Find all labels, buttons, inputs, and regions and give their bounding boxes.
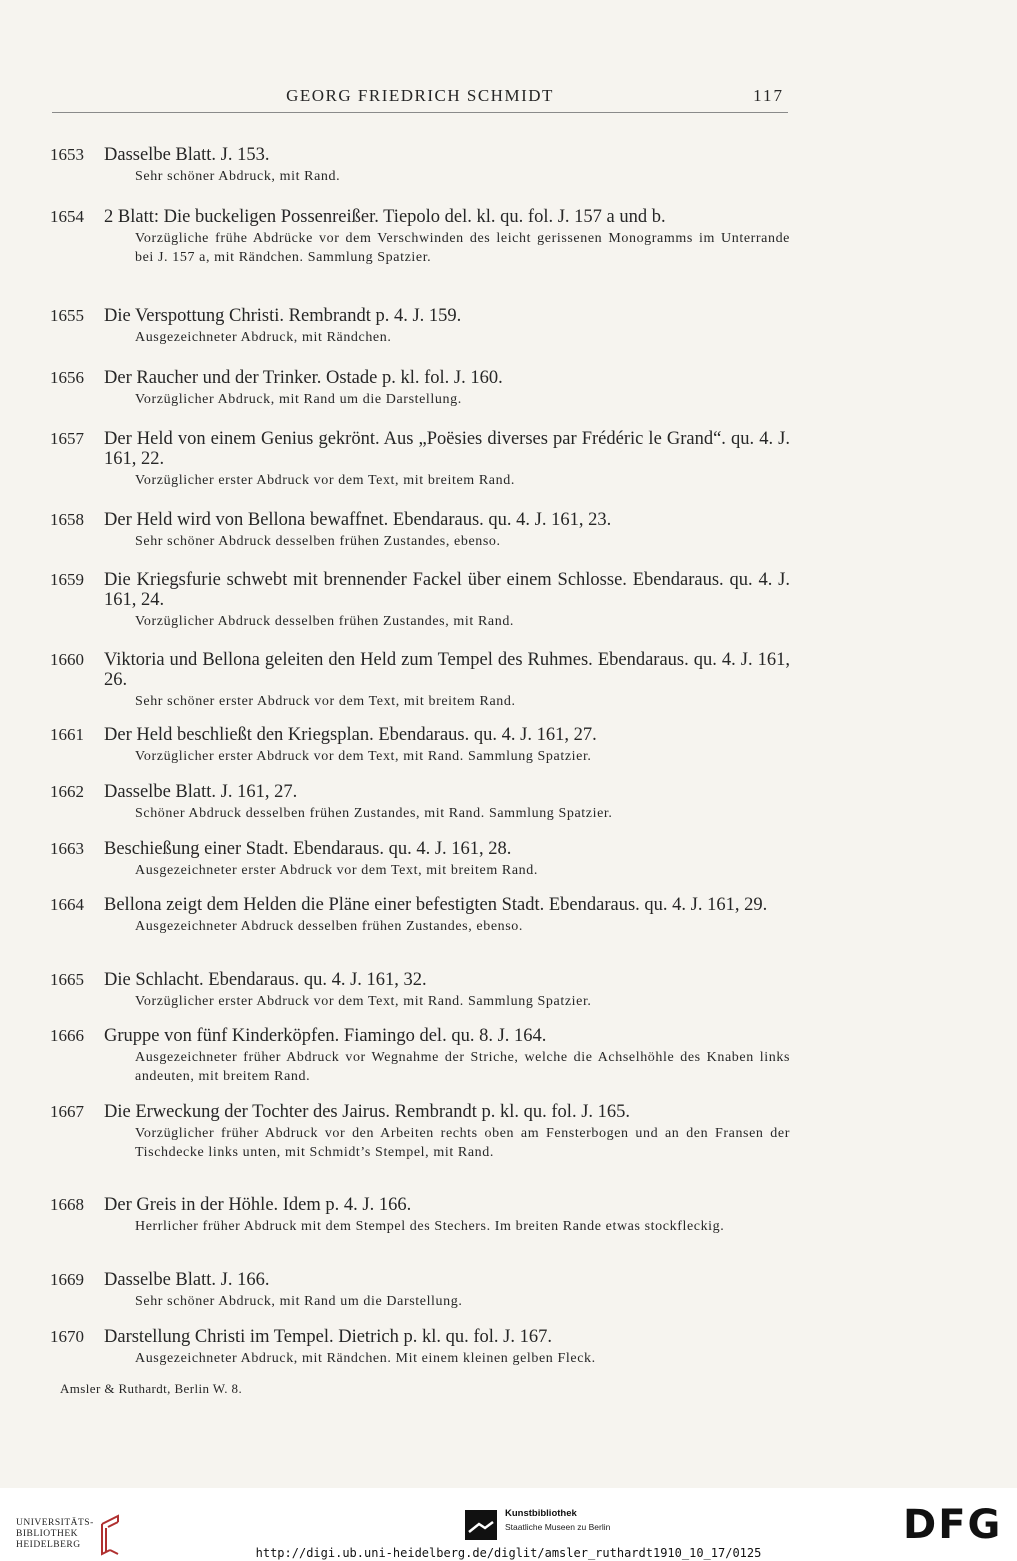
entry-title: Die Verspottung Christi. Rembrandt p. 4. J. 159. xyxy=(104,306,462,326)
entry-number: 1656 xyxy=(50,368,84,387)
printer-imprint: Amsler & Ruthardt, Berlin W. 8. xyxy=(60,1381,243,1396)
catalog-entry-1656 xyxy=(50,368,790,409)
entry-note: Vorzüglicher Abdruck, mit Rand um die Darstellung. xyxy=(135,392,462,407)
university-library-name: UNIVERSITÄTS- BIBLIOTHEK HEIDELBERG xyxy=(16,1518,94,1550)
catalog-entry-1657 xyxy=(50,429,790,490)
entry-title: Der Greis in der Höhle. Idem p. 4. J. 166. xyxy=(104,1195,412,1215)
entry-note: Sehr schöner Abdruck, mit Rand. xyxy=(135,169,341,184)
entry-number: 1660 xyxy=(50,650,84,669)
catalog-entry-1655 xyxy=(50,306,790,347)
entry-note: Vorzüglicher erster Abdruck vor dem Text, mit Rand. Sammlung Spatzier. xyxy=(135,994,592,1009)
catalog-entry-1663 xyxy=(50,839,790,880)
entry-title: Viktoria und Bellona geleiten den Held zum Tempel des Ruhmes. Ebendaraus. qu. 4. J. 161, 26. xyxy=(104,650,790,690)
entry-number: 1669 xyxy=(50,1270,84,1289)
entry-note: Ausgezeichneter erster Abdruck vor dem Text, mit breitem Rand. xyxy=(135,863,538,878)
entry-title: Dasselbe Blatt. J. 166. xyxy=(104,1270,270,1290)
catalog-entry-1660 xyxy=(50,650,790,711)
kunstbibliothek-mark-icon xyxy=(465,1510,497,1540)
catalog-entry-1668 xyxy=(50,1195,790,1236)
catalog-entry-1666 xyxy=(50,1026,790,1086)
entry-number: 1666 xyxy=(50,1026,84,1045)
entry-note: Ausgezeichneter Abdruck, mit Rändchen. Mit einem kleinen gelben Fleck. xyxy=(135,1351,596,1366)
entry-number: 1665 xyxy=(50,970,84,989)
entry-title: Die Kriegsfurie schwebt mit brennender Fackel über einem Schlosse. Ebendaraus. qu. 4. J. 161, 24. xyxy=(104,570,790,610)
entry-note: Sehr schöner Abdruck, mit Rand um die Darstellung. xyxy=(135,1294,463,1309)
catalog-entry-1658 xyxy=(50,510,790,551)
page-number: 117 xyxy=(753,86,784,105)
entry-note: Sehr schöner Abdruck desselben frühen Zustandes, ebenso. xyxy=(135,534,501,549)
entry-number: 1664 xyxy=(50,895,84,914)
entry-title: Der Raucher und der Trinker. Ostade p. kl. fol. J. 160. xyxy=(104,368,503,388)
entry-number: 1663 xyxy=(50,839,84,858)
catalog-entry-1669 xyxy=(50,1270,790,1311)
entry-title: 2 Blatt: Die buckeligen Possenreißer. Tiepolo del. kl. qu. fol. J. 157 a und b. xyxy=(104,207,666,227)
catalog-entry-1662 xyxy=(50,782,790,823)
entry-note: Herrlicher früher Abdruck mit dem Stempel des Stechers. Im breiten Rande etwas stockfleckig. xyxy=(135,1219,725,1234)
entry-title: Beschießung einer Stadt. Ebendaraus. qu. 4. J. 161, 28. xyxy=(104,839,512,859)
entry-title: Bellona zeigt dem Helden die Pläne einer befestigten Stadt. Ebendaraus. qu. 4. J. 161, 29. xyxy=(104,895,768,915)
entry-number: 1667 xyxy=(50,1102,84,1121)
entry-title: Darstellung Christi im Tempel. Dietrich p. kl. qu. fol. J. 167. xyxy=(104,1327,552,1347)
entry-number: 1654 xyxy=(50,207,84,226)
entry-number: 1657 xyxy=(50,429,84,448)
catalog-entry-1654 xyxy=(50,207,790,267)
entry-note: Vorzüglicher früher Abdruck vor den Arbeiten rechts oben am Fensterbogen und an den Fransen der Tischdecke links unten, mit Schmidt’s Stempel, mit Rand. xyxy=(135,1126,790,1160)
running-header xyxy=(52,86,788,113)
catalog-entry-1664 xyxy=(50,895,790,936)
entry-title: Der Held beschließt den Kriegsplan. Ebendaraus. qu. 4. J. 161, 27. xyxy=(104,725,597,745)
entry-title: Der Held wird von Bellona bewaffnet. Ebendaraus. qu. 4. J. 161, 23. xyxy=(104,510,612,530)
entry-number: 1658 xyxy=(50,510,84,529)
entry-title: Der Held von einem Genius gekrönt. Aus „Poësies diverses par Frédéric le Grand“. qu. 4. J. 161, 22. xyxy=(104,429,790,469)
permalink-url[interactable]: http://digi.ub.uni-heidelberg.de/diglit/amsler_ruthardt1910_10_17/0125 xyxy=(255,1546,762,1560)
digitization-footer xyxy=(0,1488,1017,1561)
entry-title: Die Schlacht. Ebendaraus. qu. 4. J. 161, 32. xyxy=(104,970,427,990)
entry-number: 1670 xyxy=(50,1327,84,1346)
catalog-entry-1661 xyxy=(50,725,790,766)
entry-note: Ausgezeichneter Abdruck, mit Rändchen. xyxy=(135,330,392,345)
catalog-entry-1653 xyxy=(50,145,790,186)
catalog-entry-1665 xyxy=(50,970,790,1011)
header-title: GEORG FRIEDRICH SCHMIDT xyxy=(286,86,554,105)
entry-title: Dasselbe Blatt. J. 153. xyxy=(104,145,270,165)
entry-number: 1653 xyxy=(50,145,84,164)
entry-number: 1661 xyxy=(50,725,84,744)
catalog-entry-1667 xyxy=(50,1102,790,1162)
catalog-entry-1659 xyxy=(50,570,790,631)
kunstbibliothek-subtitle: Staatliche Museen zu Berlin xyxy=(505,1522,611,1532)
entry-note: Ausgezeichneter früher Abdruck vor Wegnahme der Striche, welche die Achselhöhle des Knaben links andeuten, mit breitem Rand. xyxy=(135,1050,790,1084)
kunstbibliothek-name: Kunstbibliothek xyxy=(505,1508,577,1519)
entry-number: 1668 xyxy=(50,1195,84,1214)
dfg-logo[interactable]: DFG xyxy=(903,1502,1003,1548)
entry-number: 1659 xyxy=(50,570,84,589)
entry-note: Vorzügliche frühe Abdrücke vor dem Verschwinden des leicht gerissenen Monogramms im Unterrande bei J. 157 a, mit Rändchen. Sammlung Spatzier. xyxy=(135,231,790,265)
entry-note: Vorzüglicher erster Abdruck vor dem Text, mit Rand. Sammlung Spatzier. xyxy=(135,749,592,764)
entry-title: Gruppe von fünf Kinderköpfen. Fiamingo del. qu. 8. J. 164. xyxy=(104,1026,547,1046)
entry-note: Sehr schöner erster Abdruck vor dem Text, mit breitem Rand. xyxy=(135,694,516,709)
entry-number: 1662 xyxy=(50,782,84,801)
entry-note: Schöner Abdruck desselben frühen Zustandes, mit Rand. Sammlung Spatzier. xyxy=(135,806,613,821)
entry-title: Dasselbe Blatt. J. 161, 27. xyxy=(104,782,298,802)
entry-title: Die Erweckung der Tochter des Jairus. Rembrandt p. kl. qu. fol. J. 165. xyxy=(104,1102,631,1122)
catalog-entry-1670 xyxy=(50,1327,790,1368)
entry-note: Vorzüglicher erster Abdruck vor dem Text, mit breitem Rand. xyxy=(135,473,515,488)
entry-number: 1655 xyxy=(50,306,84,325)
entry-note: Vorzüglicher Abdruck desselben frühen Zustandes, mit Rand. xyxy=(135,614,515,629)
entry-note: Ausgezeichneter Abdruck desselben frühen Zustandes, ebenso. xyxy=(135,919,524,934)
kunstbibliothek-logo[interactable] xyxy=(465,1506,665,1546)
